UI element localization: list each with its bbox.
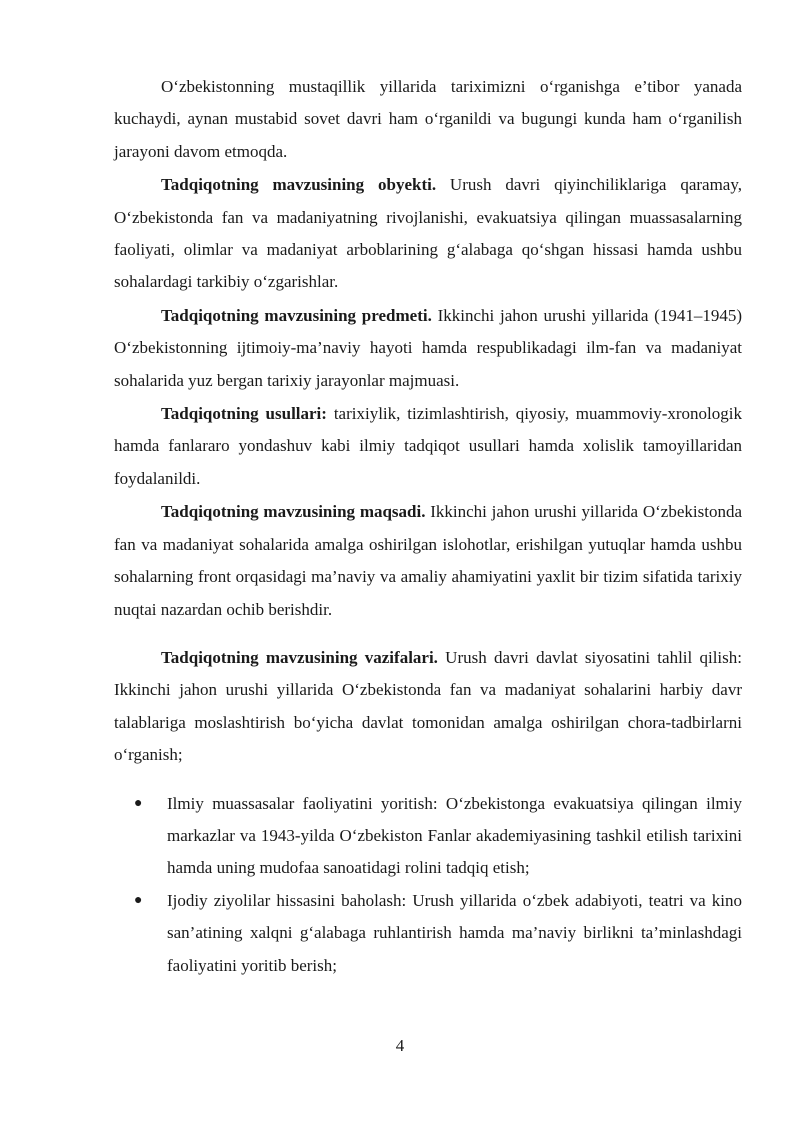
paragraph-goal [114, 496, 742, 626]
bullet-icon: ● [134, 892, 143, 908]
paragraph-subject-text: Ikkinchi jahon urushi yillarida (1941–1945) O‘zbekistonning ijtimoiy-ma’naviy hayoti hamda respublikadagi ilm-fan va madaniyat sohalarida yuz bergan tarixiy jarayonlar majmuasi. [114, 305, 743, 390]
list-item [114, 885, 742, 982]
bullet-icon: ● [134, 795, 143, 811]
list-item-text: Ijodiy ziyolilar hissasini baholash: Urush yillarida o‘zbek adabiyoti, teatri va kino san’atining xalqni g‘alabaga ruhlantirish hamda ma’naviy birlikni ta’minlashdagi faoliyatini yoritib berish; [167, 890, 742, 975]
page-number: 4 [395, 1036, 405, 1055]
paragraph-object-text: Urush davri qiyinchiliklariga qaramay, O‘zbekistonda fan va madaniyatning rivojlanishi, evakuatsiya qilingan muassasalarning faoliyati, olimlar va madaniyat arboblarining g‘alabaga qo‘shgan hissasi hamda ushbu sohalardagi tarkibiy o‘zgarishlar. [114, 175, 742, 292]
list-item-text: Ilmiy muassasalar faoliyatini yoritish: O‘zbekistonga evakuatsiya qilingan ilmiy markazlar va 1943-yilda O‘zbekiston Fanlar akademiyasining tashkil etilish tarixini hamda uning mudofaa sanoatidagi rolini tadqiq etish; [167, 793, 742, 878]
paragraph-goal-heading: Tadqiqotning mavzusining maqsadi. [161, 502, 426, 522]
paragraph-methods-heading: Tadqiqotning usullari: [161, 404, 327, 424]
paragraph-methods [114, 398, 742, 495]
tasks-bullet-list [114, 788, 742, 982]
paragraph-subject [114, 300, 742, 397]
paragraph-object-heading: Tadqiqotning mavzusining obyekti. [161, 175, 437, 195]
list-item [114, 788, 742, 885]
paragraph-intro [114, 71, 742, 168]
page-content [114, 71, 742, 982]
paragraph-tasks [114, 642, 742, 772]
paragraph-tasks-heading: Tadqiqotning mavzusining vazifalari. [161, 647, 438, 667]
paragraph-subject-heading: Tadqiqotning mavzusining predmeti. [161, 305, 432, 325]
paragraph-goal-text: Ikkinchi jahon urushi yillarida O‘zbekistonda fan va madaniyat sohalarida amalga oshirilgan islohotlar, erishilgan yutuqlar hamda ushbu sohalarning front orqasidagi ma’naviy va amaliy ahamiyatini yaxlit bir tizim sifatida tarixiy nuqtai nazardan ochib berishdir. [114, 502, 743, 619]
paragraph-object [114, 169, 742, 299]
paragraph-intro-text: O‘zbekistonning mustaqillik yillarida tariximizni o‘rganishga e’tibor yanada kuchaydi, aynan mustabid sovet davri ham o‘rganildi va bugungi kunda ham o‘rganilish jarayoni davom etmoqda. [114, 77, 742, 161]
paragraph-methods-text: tarixiylik, tizimlashtirish, qiyosiy, muammoviy-xronologik hamda fanlararo yondashuv kabi ilmiy tadqiqot usullari hamda xolislik tamoyillaridan foydalanildi. [114, 404, 742, 488]
paragraph-tasks-text: Urush davri davlat siyosatini tahlil qilish: Ikkinchi jahon urushi yillarida O‘zbekistonda fan va madaniyat sohalarini harbiy davr talablariga moslashtirish bo‘yicha davlat tomonidan amalga oshirilgan chora-tadbirlarni o‘rganish; [114, 647, 742, 765]
